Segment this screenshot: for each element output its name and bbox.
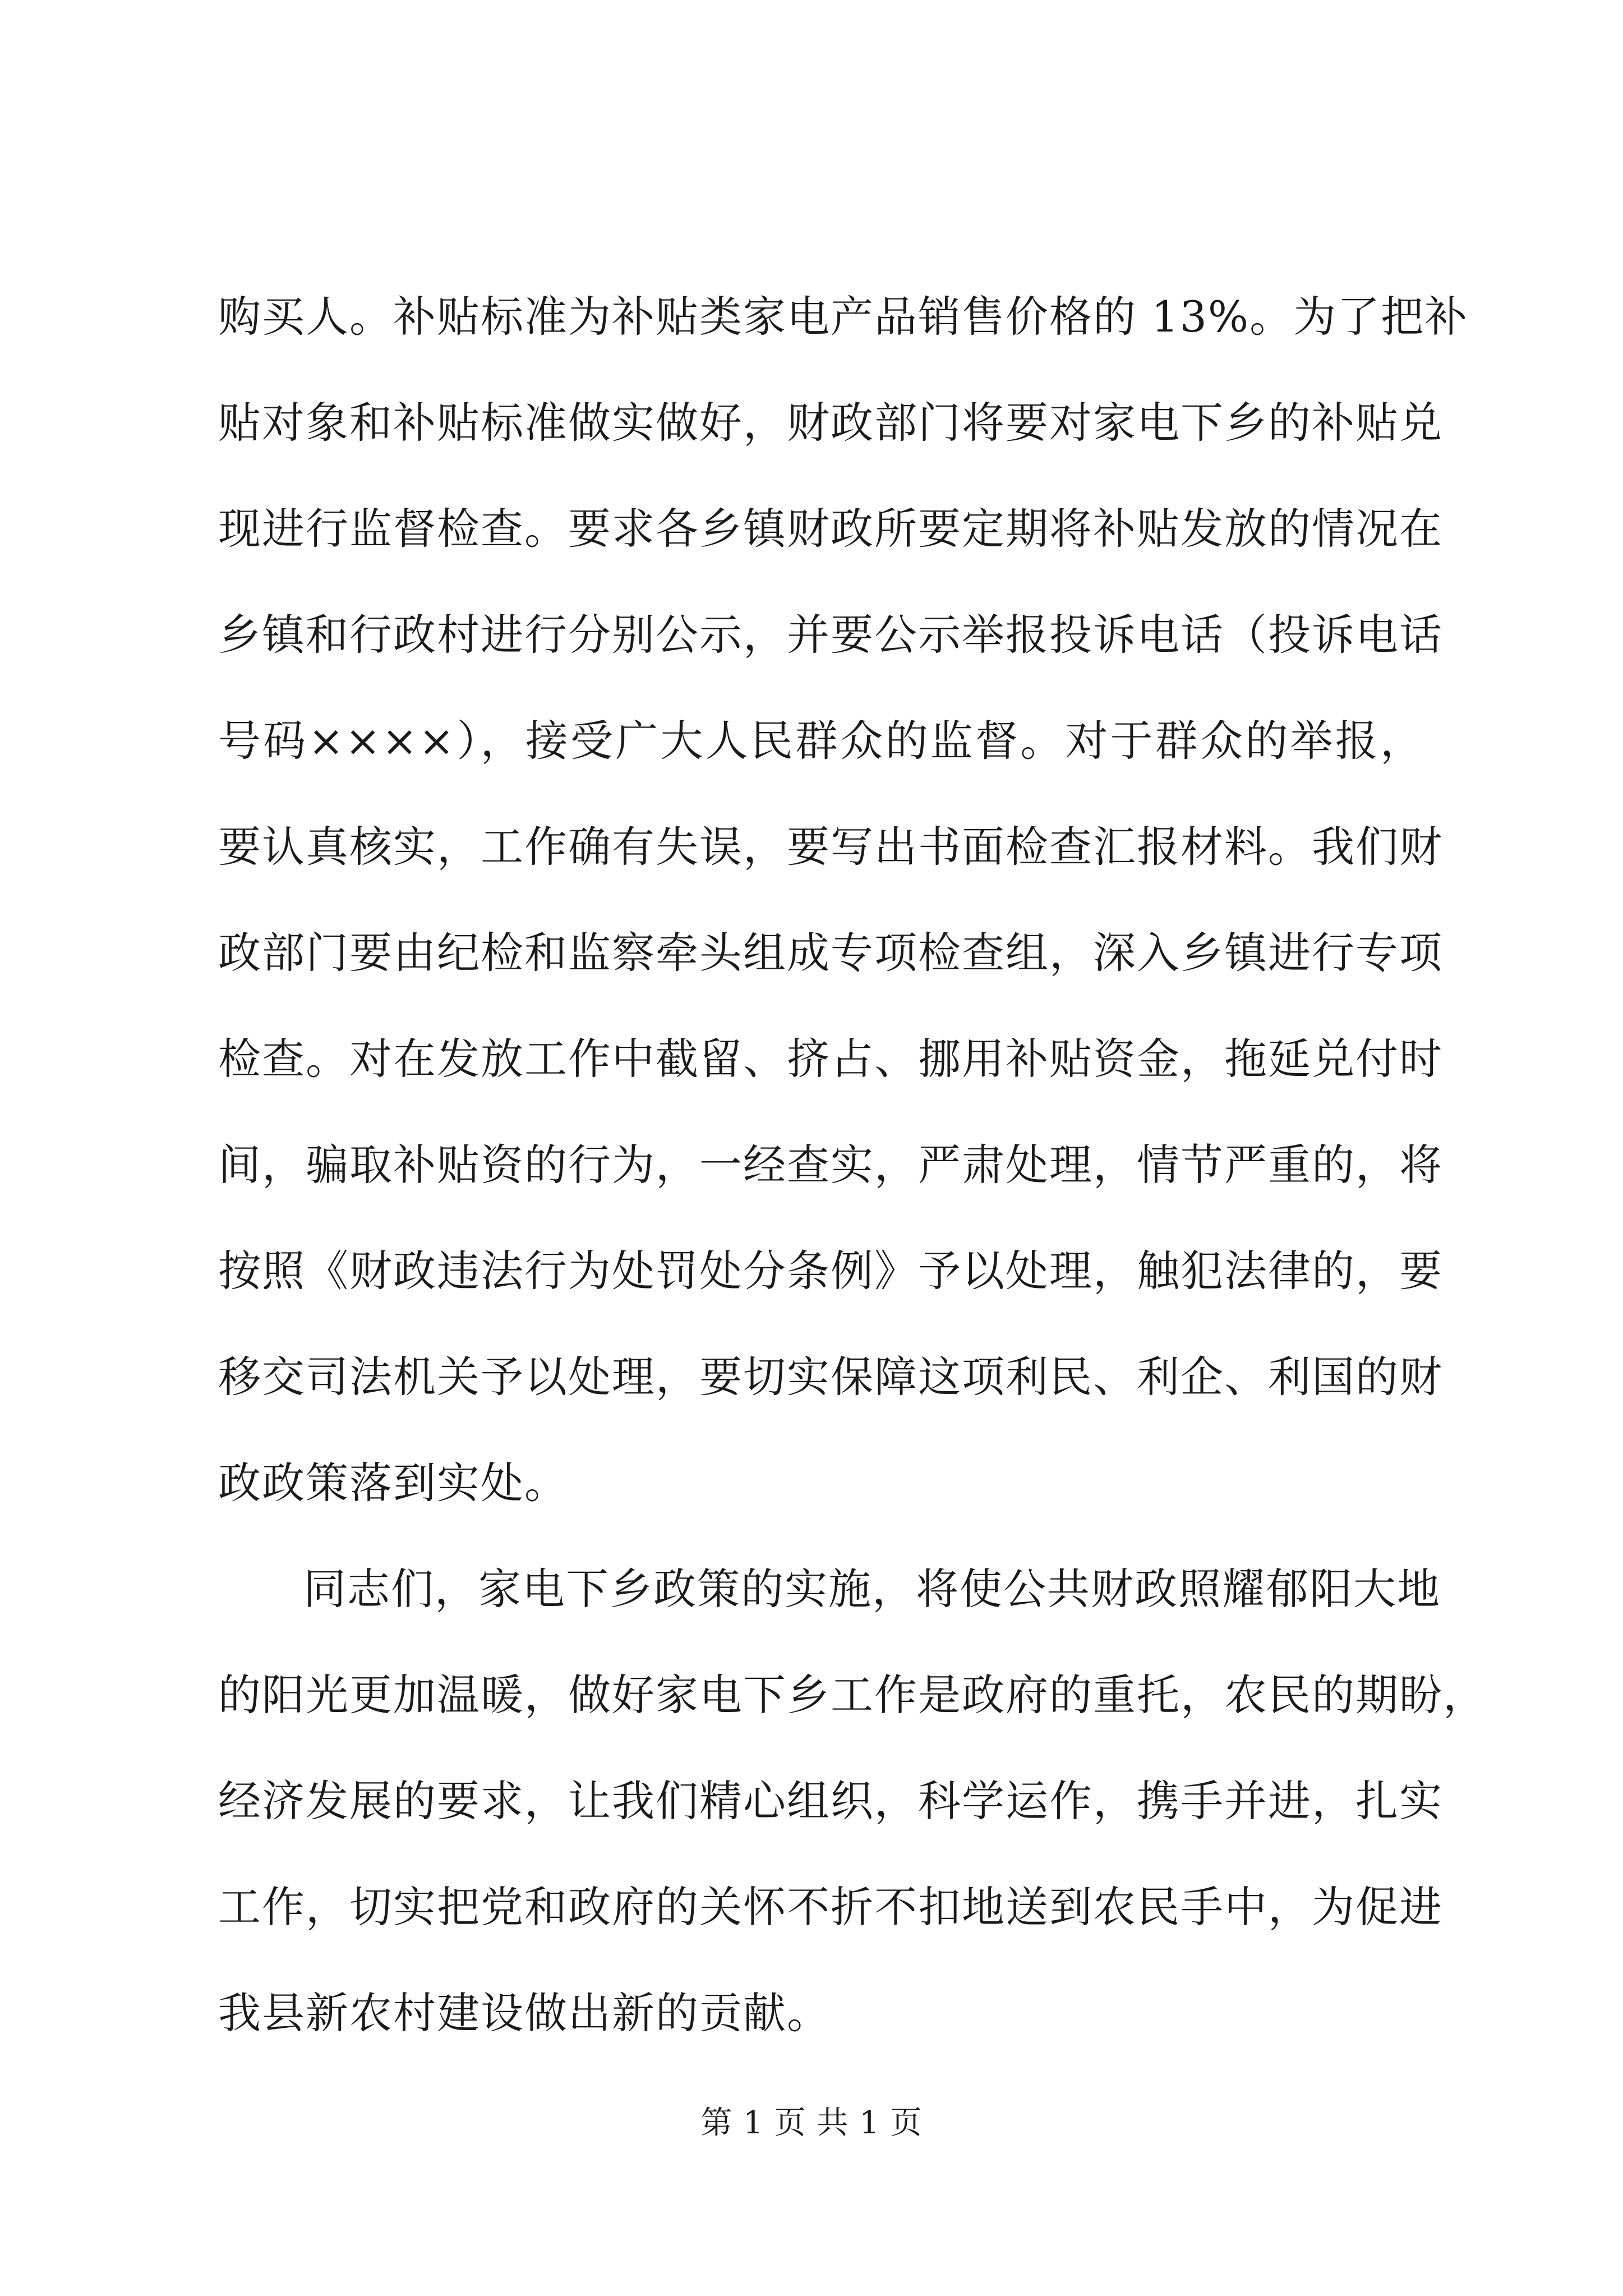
paragraph-1 — [218, 264, 1469, 1536]
text-line: 我县新农村建设做出新的贡献。 — [218, 1988, 831, 2038]
text-line: 号码××××），接受广大人民群众的监督。对于群众的举报， — [218, 716, 1424, 766]
text-line: 现进行监督检查。要求各乡镇财政所要定期将补贴发放的情况在 — [218, 504, 1443, 554]
text-line: 间，骗取补贴资的行为，一经查实，严肃处理，情节严重的，将 — [218, 1140, 1443, 1190]
text-line: 经济发展的要求，让我们精心组织，科学运作，携手并进，扎实 — [218, 1776, 1443, 1826]
text-line: 同志们，家电下乡政策的实施，将使公共财政照耀郁阳大地 — [303, 1564, 1441, 1614]
text-line: 的阳光更加温暖，做好家电下乡工作是政府的重托，农民的期盼， — [218, 1670, 1487, 1720]
text-line: 工作，切实把党和政府的关怀不折不扣地送到农民手中，为促进 — [218, 1882, 1443, 1932]
text-line: 乡镇和行政村进行分别公示，并要公示举报投诉电话（投诉电话 — [218, 610, 1443, 660]
text-line: 移交司法机关予以处理，要切实保障这项利民、利企、利国的财 — [218, 1352, 1443, 1402]
page-number-label: 第 1 页 共 1 页 — [700, 2105, 923, 2141]
text-line: 购买人。补贴标准为补贴类家电产品销售价格的 13%。为了把补 — [218, 292, 1469, 342]
text-line: 按照《财政违法行为处罚处分条例》予以处理，触犯法律的，要 — [218, 1246, 1443, 1296]
page-footer — [0, 2101, 1623, 2146]
text-line: 检查。对在发放工作中截留、挤占、挪用补贴资金，拖延兑付时 — [218, 1034, 1443, 1084]
paragraph-2 — [218, 1536, 1487, 2066]
text-line: 政政策落到实处。 — [218, 1458, 568, 1508]
text-line: 要认真核实，工作确有失误，要写出书面检查汇报材料。我们财 — [218, 822, 1443, 872]
text-line: 政部门要由纪检和监察牵头组成专项检查组，深入乡镇进行专项 — [218, 928, 1443, 978]
document-body — [218, 264, 1487, 2066]
text-line: 贴对象和补贴标准做实做好，财政部门将要对家电下乡的补贴兑 — [218, 398, 1443, 448]
